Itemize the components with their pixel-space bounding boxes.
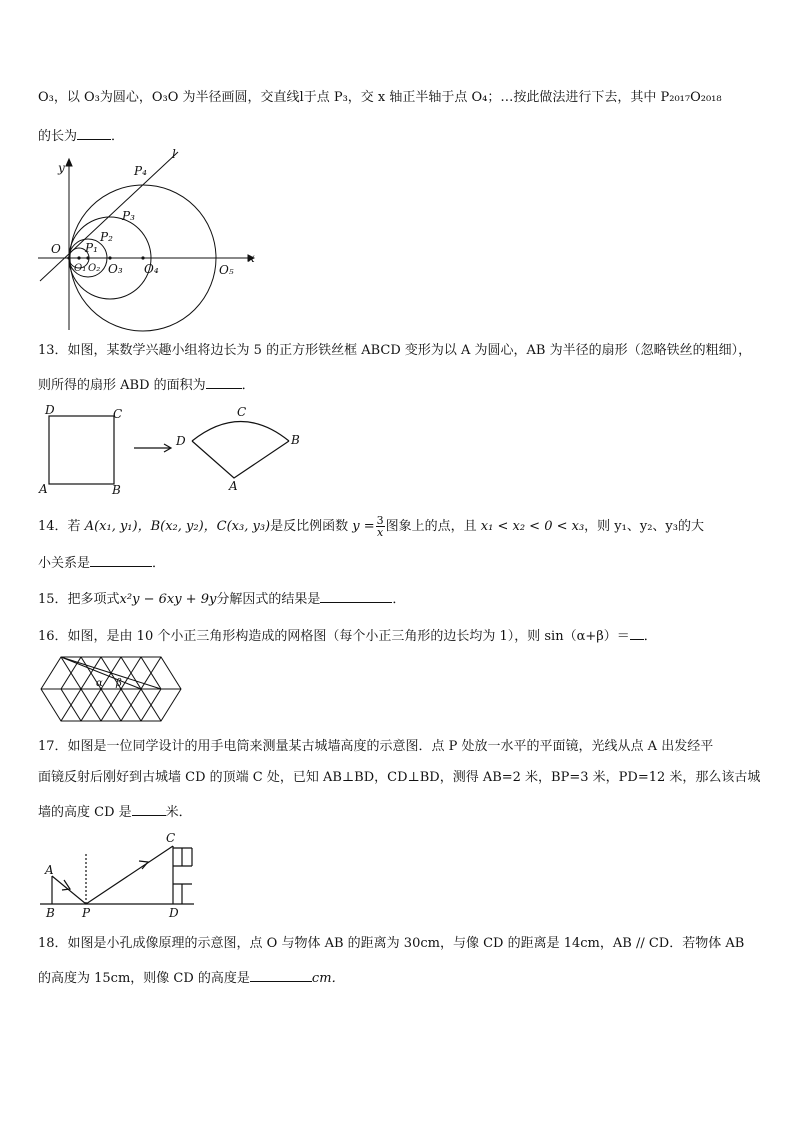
q14-line2 [38,552,165,573]
q13-line2 [38,374,255,395]
y-axis-arrow-icon [66,159,72,166]
q17-line3-suffix: 米． [165,805,192,820]
label-sector-a: A [229,479,238,493]
q14-mid: 是反比例函数 [270,519,349,534]
q14-answer-blank[interactable] [90,552,152,567]
q17-line3-prefix: 墙的高度 CD 是 [38,805,132,820]
label-o3: O₃ [108,262,123,276]
label-p: P [82,906,91,920]
label-o: O [51,242,61,256]
q18-line1: 18．如图是小孔成像原理的示意图，点 O 与物体 AB 的距离为 30cm，与像 CD 的距离是 14cm，AB // CD．若物体 AB [38,936,745,951]
q16-line [38,625,657,646]
label-p1: P₁ [85,241,98,255]
q15-expr: x²y − 6xy + 9y [119,592,217,607]
q14-line2-prefix: 小关系是 [38,556,91,571]
ray-beta [61,657,161,689]
q15-suffix: ． [392,592,406,607]
q17-line1: 17．如图是一位同学设计的用手电筒来测量某古城墙高度的示意图．点 P 处放一水平的平面镜，光线从点 A 出发经平 [38,739,714,754]
q12-answer-blank[interactable] [77,125,111,140]
q18-line2 [38,967,345,988]
q16-suffix: ． [643,629,657,644]
light-path [52,846,173,904]
label-x: x [248,251,255,265]
q15-prefix: 15．把多项式 [38,592,120,607]
label-p4: P₄ [134,164,147,178]
label-p2: P₂ [100,230,113,244]
q16-answer-blank[interactable] [630,625,644,640]
q12-circles-figure [36,146,258,332]
q14-cond: x₁ < x₂ < 0 < x₃ [480,519,585,534]
label-o4: O₄ [144,262,159,276]
label-beta: β [116,678,122,689]
q17-line2: 面镜反射后刚好到古城墙 CD 的顶端 C 处，已知 AB⊥BD，CD⊥BD，测得 AB=2 米，BP=3 米，PD=12 米，那么该古城 [38,770,761,785]
q15-answer-blank[interactable] [320,588,392,603]
label-y: y [58,161,65,175]
label-b: B [46,906,55,920]
q14-tail: ，则 y₁、y₂、y₃的大 [584,519,704,534]
q14-line1 [38,515,704,538]
label-l: l [172,147,176,161]
label-sector-b: B [291,433,300,447]
q14-prefix: 14．若 [38,519,85,534]
q17-answer-blank[interactable] [132,801,166,816]
q18-line2-prefix: 的高度为 15cm，则像 CD 的高度是 [38,971,250,986]
q13-line2-prefix: 则所得的扇形 ABD 的面积为 [38,378,206,393]
q14-fraction: $\frac{3}{x}$ [376,514,384,539]
label-a: A [39,482,48,496]
label-b: B [112,483,121,497]
q16-triangle-grid-figure [40,653,184,725]
q13-square-to-sector-figure [36,402,308,498]
label-sector-d: D [176,434,186,448]
q17-line3 [38,801,192,822]
q18-line2-suffix: cm． [311,971,345,986]
sector-radii [192,441,289,478]
label-d: D [169,906,179,920]
square-abcd [49,416,114,484]
q15-mid: 分解因式的结果是 [216,592,321,607]
label-o1: O₁ [74,263,87,274]
q14-line2-suffix: ． [152,556,166,571]
q13-line2-suffix: ． [241,378,255,393]
q16-text: 16．如图，是由 10 个小正三角形构造成的网格图（每个小正三角形的边长均为 1），则 sin（α+β）＝ [38,629,630,644]
label-c: C [166,831,176,845]
label-alpha: α [96,678,103,689]
label-c: C [113,407,123,421]
q14-func: y = [352,519,375,534]
q13-line1: 13．如图，某数学兴趣小组将边长为 5 的正方形铁丝框 ABCD 变形为以 A 为圆心，AB 为半径的扇形（忽略铁丝的粗细）， [38,343,752,358]
q14-points: A(x₁, y₁)，B(x₂, y₂)，C(x₃, y₃) [84,519,271,534]
label-sector-c: C [237,405,247,419]
label-a: A [45,863,54,877]
q14-cond-text: 图象上的点，且 [385,519,477,534]
label-p3: P₃ [122,209,135,223]
sector-arc [192,422,289,442]
q12-line1: O₃，以 O₃为圆心，O₃O 为半径画圆，交直线l于点 P₃，交 x 轴正半轴于点 O₄；…按此做法进行下去，其中 P₂₀₁₇O₂₀₁₈ [38,90,722,105]
q15-line [38,588,405,609]
label-o5: O₅ [219,263,234,277]
q17-mirror-wall-figure [36,828,196,920]
q18-answer-blank[interactable] [250,967,312,982]
label-d: D [45,403,55,417]
q12-line2 [38,125,124,146]
q12-line2-prefix: 的长为 [38,129,78,144]
q12-line2-suffix: ． [111,129,125,144]
q13-answer-blank[interactable] [206,374,242,389]
label-o2: O₂ [88,263,101,274]
